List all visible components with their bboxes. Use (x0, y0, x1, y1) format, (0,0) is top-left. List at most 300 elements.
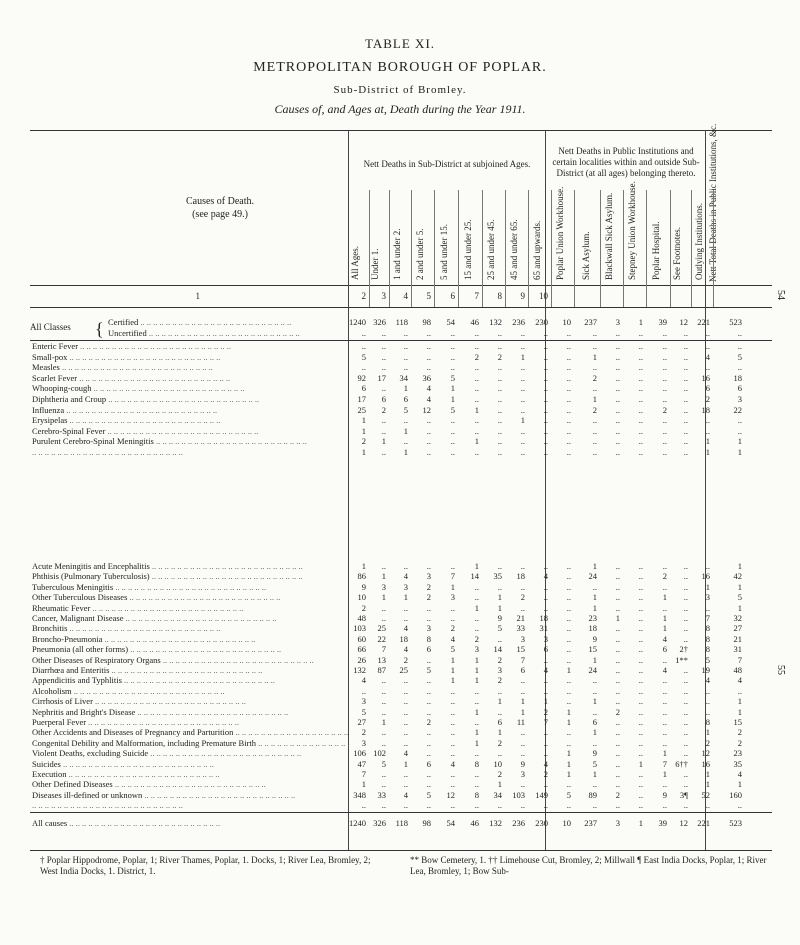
cell-value: 523 (729, 317, 742, 327)
cell-value: 1 (474, 706, 479, 717)
cell-value: 1 (566, 758, 571, 769)
cause-label: Other Accidents and Diseases of Pregnancy and Parturition .. .. (32, 727, 350, 738)
cell-value: .. (381, 415, 386, 426)
header-mid-rule (30, 285, 772, 286)
cell-value: .. (737, 685, 742, 696)
cell-value: .. (543, 394, 548, 404)
cell-value: .. (450, 696, 455, 707)
cell-value: 7 (543, 717, 548, 727)
cell-value: .. (474, 581, 479, 592)
cause-label: Pneumonia (all other forms) .. .. (32, 644, 350, 655)
cell-value: 7 (450, 571, 455, 582)
cell-value: .. (474, 800, 479, 811)
cell-value: 4 (450, 758, 455, 769)
cell-value: .. (615, 644, 620, 655)
group2-header: Nett Deaths in Public Institutions and certain localities within and outside Sub-District (at all ages) belonging thereto. (552, 146, 700, 178)
cell-value: .. (662, 602, 667, 613)
column-header: Blackwall Sick Asylum. (604, 192, 614, 280)
cell-value: .. (615, 425, 620, 436)
column-number: 10 (539, 291, 548, 301)
cell-value: .. (638, 706, 643, 717)
cell-value: 1 (450, 383, 455, 394)
cause-label: Phthisis (Pulmonary Tuberculosis) .. .. (32, 571, 350, 582)
cell-value: 1 (592, 394, 597, 404)
cell-value: .. (450, 362, 455, 373)
cell-value: .. (381, 561, 386, 571)
cell-value: .. (403, 769, 408, 779)
cell-value: 7 (381, 644, 386, 655)
column-header: Under 1. (370, 248, 380, 280)
cause-label: Suicides .. .. (32, 759, 350, 770)
table-row (30, 665, 772, 676)
cell-value: 326 (373, 818, 386, 828)
cell-value: 118 (395, 317, 408, 327)
cell-value: 1 (450, 654, 455, 665)
cell-value: .. (592, 447, 597, 457)
cell-value: 47 (357, 758, 366, 769)
cell-value: .. (615, 748, 620, 759)
cell-value: 1 (474, 436, 479, 447)
cell-value: .. (520, 779, 525, 790)
cell-value: .. (520, 404, 525, 415)
cause-label: Erysipelas .. .. (32, 415, 350, 426)
cell-value: 103 (512, 789, 525, 800)
cell-value: .. (381, 613, 386, 623)
cell-value: 8 (705, 644, 710, 655)
cell-value: .. (705, 415, 710, 426)
cell-value: .. (683, 633, 688, 644)
cell-value: 15 (733, 717, 742, 727)
cell-value: .. (638, 623, 643, 634)
cell-value: .. (592, 737, 597, 748)
cell-value: 1 (662, 613, 667, 623)
cell-value: 1 (592, 696, 597, 707)
cell-value: .. (474, 362, 479, 373)
cell-value: 5 (426, 665, 431, 675)
cell-value: .. (403, 561, 408, 571)
cell-value: .. (662, 394, 667, 404)
cell-value: 1240 (349, 818, 366, 828)
cell-value: 4 (662, 633, 667, 644)
cell-value: 12 (701, 748, 710, 759)
cell-value: .. (683, 769, 688, 779)
cell-value: .. (403, 415, 408, 426)
cell-value: .. (683, 415, 688, 426)
cell-value: 2 (426, 717, 431, 727)
cell-value: 2 (497, 351, 502, 362)
cell-value: 18 (588, 623, 597, 634)
cell-value: 102 (373, 748, 386, 759)
cell-value: .. (615, 602, 620, 613)
cell-value: .. (426, 436, 431, 447)
cell-value: .. (474, 394, 479, 404)
cell-value: 1 (497, 779, 502, 790)
cell-value: 3 (615, 317, 620, 327)
cell-value: .. (426, 425, 431, 436)
cell-value: .. (615, 717, 620, 727)
cell-value: 1 (705, 436, 710, 447)
cell-value: 3 (361, 696, 366, 707)
cell-value: .. (737, 341, 742, 351)
cell-value: .. (566, 425, 571, 436)
cell-value: 2 (662, 404, 667, 415)
cell-value: 6 (520, 665, 525, 675)
cell-value: 2 (737, 727, 742, 738)
cell-value: 118 (395, 818, 408, 828)
cell-value: 3 (497, 665, 502, 675)
cell-value: .. (683, 436, 688, 447)
cell-value: 66 (357, 644, 366, 655)
cell-value: .. (566, 362, 571, 373)
cell-value: .. (615, 581, 620, 592)
cell-value: 1 (474, 665, 479, 675)
cell-value: .. (638, 372, 643, 383)
cell-value: .. (543, 328, 548, 338)
cell-value: .. (381, 341, 386, 351)
cell-value: 18 (539, 613, 548, 623)
column-rule (600, 190, 601, 307)
cell-value: .. (638, 748, 643, 759)
cell-value: 1 (705, 581, 710, 592)
cell-value: .. (683, 717, 688, 727)
cell-value: .. (381, 383, 386, 394)
cell-value: 1 (450, 581, 455, 592)
cell-value: 5 (403, 404, 408, 415)
cell-value: 18 (733, 372, 742, 383)
cell-value: 3 (403, 581, 408, 592)
cell-value: .. (426, 602, 431, 613)
cell-value: .. (566, 571, 571, 582)
cell-value: .. (638, 779, 643, 790)
cell-value: 23 (733, 748, 742, 759)
cell-value: .. (737, 415, 742, 426)
cell-value: 5 (426, 789, 431, 800)
cell-value: 12 (679, 317, 688, 327)
cause-label: Diarrhœa and Enteritis .. .. (32, 665, 350, 676)
cell-value: .. (381, 769, 386, 779)
cell-value: .. (450, 727, 455, 738)
cell-value: 7 (520, 654, 525, 665)
cell-value: .. (361, 341, 366, 351)
cell-value: 6 (543, 644, 548, 655)
cell-value: .. (474, 425, 479, 436)
cell-value: 17 (357, 394, 366, 404)
cell-value: 12 (446, 789, 455, 800)
cell-value: .. (638, 415, 643, 426)
cell-value: 3 (381, 581, 386, 592)
all-classes-label: All Classes (30, 322, 71, 332)
cell-value: .. (426, 706, 431, 717)
cell-value: .. (520, 341, 525, 351)
cell-value: 2 (426, 592, 431, 603)
cause-label: Certified .. .. (108, 317, 426, 328)
column-rule (623, 190, 624, 307)
cause-label: Uncertified .. .. (108, 328, 426, 339)
cell-value: 4 (543, 571, 548, 582)
cell-value: .. (683, 328, 688, 338)
cell-value: 22 (377, 633, 386, 644)
cell-value: 25 (377, 623, 386, 634)
cell-value: 35 (493, 571, 502, 582)
cell-value: 3 (520, 769, 525, 779)
column-rule (458, 190, 459, 307)
cell-value: 8 (474, 758, 479, 769)
cell-value: .. (683, 425, 688, 436)
group1-header: Nett Deaths in Sub-District at subjoined Ages. (363, 159, 531, 169)
cell-value: 16 (701, 372, 710, 383)
column-header: 2 and under 5. (415, 228, 425, 280)
cell-value: 5 (381, 758, 386, 769)
cell-value: 34 (399, 372, 408, 383)
cell-value: 1 (592, 592, 597, 603)
table-row (30, 623, 772, 634)
cell-value: .. (683, 800, 688, 811)
cell-value: .. (566, 341, 571, 351)
table-row (30, 582, 772, 593)
cell-value: 3 (737, 394, 742, 404)
table-row (30, 738, 772, 749)
cell-value: .. (497, 372, 502, 383)
cell-value: 2 (737, 737, 742, 748)
cause-label: Purulent Cerebro-Spinal Meningitis .. .. (32, 436, 350, 447)
cell-value: 1 (566, 706, 571, 717)
cell-value: .. (592, 436, 597, 447)
cell-value: .. (381, 800, 386, 811)
cell-value: 6 (705, 383, 710, 394)
cause-label: Execution .. .. (32, 769, 350, 780)
cell-value: 18 (701, 404, 710, 415)
cell-value: 7 (361, 769, 366, 779)
cell-value: 1 (737, 779, 742, 790)
total-header: Nett Total Deaths in Public Institutions, &c. (708, 123, 718, 282)
cell-value: .. (638, 341, 643, 351)
column-rule (691, 190, 692, 307)
cell-value: 1 (638, 758, 643, 769)
cell-value: .. (426, 415, 431, 426)
cell-value: 1 (520, 696, 525, 707)
cell-value: .. (638, 789, 643, 800)
cell-value: .. (662, 425, 667, 436)
cause-label: Whooping-cough .. .. (32, 383, 350, 394)
cell-value: .. (520, 362, 525, 373)
cell-value: 1 (361, 447, 366, 457)
cell-value: .. (615, 447, 620, 457)
column-header: 15 and under 25. (463, 219, 473, 280)
column-header: See Footnotes. (672, 227, 682, 280)
cell-value: .. (638, 633, 643, 644)
cell-value: .. (638, 696, 643, 707)
cell-value: .. (638, 769, 643, 779)
cell-value: 4 (426, 383, 431, 394)
cell-value: 24 (588, 665, 597, 675)
cell-value: .. (683, 362, 688, 373)
cell-value: 4 (403, 623, 408, 634)
cell-value: 1 (450, 675, 455, 686)
table-row (30, 779, 772, 790)
cell-value: .. (638, 800, 643, 811)
cell-value: 1 (497, 602, 502, 613)
cell-value: 15 (516, 644, 525, 655)
cell-value: .. (638, 644, 643, 655)
cell-value: 1 (520, 351, 525, 362)
cell-value: 7 (662, 758, 667, 769)
table-row (30, 373, 772, 384)
cell-value: .. (426, 727, 431, 738)
cell-value: .. (450, 351, 455, 362)
cell-value: .. (543, 383, 548, 394)
cell-value: .. (497, 581, 502, 592)
all-classes-brace: { (95, 319, 104, 339)
cell-value: 1 (474, 727, 479, 738)
cell-value: .. (566, 351, 571, 362)
cell-value: .. (705, 328, 710, 338)
cell-value: .. (450, 341, 455, 351)
cell-value: .. (683, 581, 688, 592)
cell-value: 149 (535, 789, 548, 800)
cell-value: .. (615, 372, 620, 383)
cell-value: .. (638, 602, 643, 613)
cell-value: .. (543, 415, 548, 426)
cell-value: .. (638, 436, 643, 447)
cell-value: 6†† (675, 758, 688, 769)
cell-value: .. (403, 362, 408, 373)
cell-value: 1 (592, 561, 597, 571)
column-rule (670, 190, 671, 307)
cell-value: 2 (474, 633, 479, 644)
cell-value: .. (662, 800, 667, 811)
cell-value: .. (474, 717, 479, 727)
cell-value: .. (403, 675, 408, 686)
cell-value: 1 (705, 769, 710, 779)
cell-value: 4 (737, 675, 742, 686)
cell-value: 3 (705, 592, 710, 603)
cell-value: 31 (539, 623, 548, 634)
cell-value: .. (615, 592, 620, 603)
cell-value: .. (426, 328, 431, 338)
cell-value: 4 (403, 789, 408, 800)
column-number: 8 (497, 291, 502, 301)
cell-value: .. (543, 447, 548, 457)
cell-value: 6 (592, 717, 597, 727)
cell-value: .. (683, 613, 688, 623)
column-number: 5 (426, 291, 431, 301)
cell-value: 10 (562, 818, 571, 828)
cell-value: .. (497, 436, 502, 447)
cell-value: .. (615, 654, 620, 665)
cell-value: 1 (474, 675, 479, 686)
cell-value: .. (566, 436, 571, 447)
cell-value: 103 (353, 623, 366, 634)
borough-title: METROPOLITAN BOROUGH OF POPLAR. (253, 60, 547, 75)
cell-value: .. (566, 613, 571, 623)
cell-value: 92 (357, 372, 366, 383)
cell-value: 8 (705, 633, 710, 644)
cell-value: .. (615, 737, 620, 748)
cell-value: .. (662, 675, 667, 686)
cell-value: .. (450, 748, 455, 759)
cell-value: 1 (662, 623, 667, 634)
table-row (30, 717, 772, 728)
cell-value: 15 (588, 644, 597, 655)
cell-value: 5 (450, 372, 455, 383)
cell-value: 27 (733, 623, 742, 634)
cell-value: .. (450, 737, 455, 748)
all-classes-certified-row (30, 317, 772, 328)
cell-value: 4 (737, 769, 742, 779)
cell-value: .. (426, 447, 431, 457)
cell-value: .. (662, 328, 667, 338)
cell-value: .. (638, 727, 643, 738)
cause-label: Other Defined Diseases .. .. (32, 779, 350, 790)
cell-value: .. (381, 362, 386, 373)
cell-value: 9 (662, 789, 667, 800)
cause-label: Broncho-Pneumonia .. .. (32, 634, 350, 645)
cell-value: .. (638, 685, 643, 696)
cell-value: .. (662, 351, 667, 362)
cell-value: .. (566, 372, 571, 383)
cell-value: 1 (361, 425, 366, 436)
cell-value: 236 (512, 818, 525, 828)
cell-value: .. (403, 351, 408, 362)
column-header: Stepney Union Workhouse. (627, 181, 637, 280)
page-number-top: 54 (775, 290, 786, 300)
cell-value: 11 (516, 717, 525, 727)
cell-value: .. (638, 351, 643, 362)
cell-value: .. (683, 561, 688, 571)
cell-value: 33 (516, 623, 525, 634)
cell-value: 98 (422, 317, 431, 327)
cell-value: 9 (497, 613, 502, 623)
column-header: 5 and under 15. (439, 224, 449, 280)
cell-value: .. (497, 362, 502, 373)
cell-value: 1 (403, 425, 408, 436)
cell-value: .. (566, 383, 571, 394)
cell-value: 16 (701, 571, 710, 582)
cell-value: 14 (470, 571, 479, 582)
cell-value: .. (615, 758, 620, 769)
cell-value: .. (426, 351, 431, 362)
table-row (30, 603, 772, 614)
cell-value: .. (520, 737, 525, 748)
cause-label (32, 800, 350, 811)
cell-value: 21 (733, 633, 742, 644)
cell-value: .. (566, 623, 571, 634)
footer-rule (30, 850, 772, 851)
cell-value: .. (403, 779, 408, 790)
all-classes-uncertified-row (30, 328, 772, 339)
cell-value: 2 (497, 654, 502, 665)
cell-value: .. (381, 685, 386, 696)
cell-value: 1 (497, 727, 502, 738)
cause-label: Other Tuberculous Diseases .. .. (32, 592, 350, 603)
table-row (30, 800, 772, 811)
cell-value: 4 (705, 351, 710, 362)
table-row (30, 644, 772, 655)
cell-value: .. (543, 685, 548, 696)
cell-value: .. (705, 425, 710, 436)
cell-value: 87 (377, 665, 386, 675)
table-row (30, 748, 772, 759)
cell-value: .. (543, 425, 548, 436)
column-header: Sick Asylum. (581, 231, 591, 280)
table-row (30, 561, 772, 572)
cell-value: .. (450, 436, 455, 447)
cell-value: 2 (361, 602, 366, 613)
table-row (30, 426, 772, 437)
cell-value: .. (426, 654, 431, 665)
cell-value: 132 (489, 818, 502, 828)
cell-value: 6 (662, 644, 667, 655)
